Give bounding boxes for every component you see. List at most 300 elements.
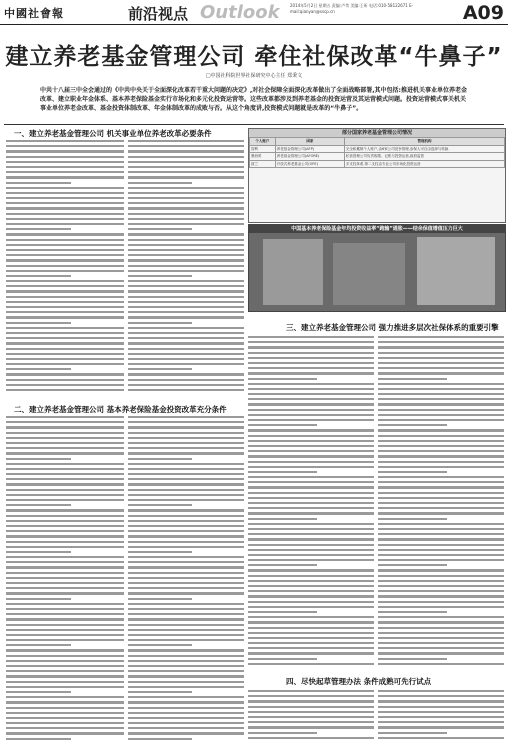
- text-line: [378, 601, 504, 603]
- text-line: [248, 481, 374, 483]
- text-line: [128, 239, 244, 241]
- text-line: [128, 499, 244, 501]
- text-line: [6, 525, 124, 527]
- text-line: [248, 502, 374, 504]
- text-line: [128, 202, 244, 204]
- text-line: [128, 712, 244, 714]
- text-line: [6, 259, 124, 261]
- text-line: [128, 442, 244, 444]
- text-line: [6, 187, 124, 189]
- text-line: [128, 681, 244, 683]
- text-line: [6, 556, 124, 558]
- text-line: [248, 486, 374, 488]
- text-line: [378, 403, 504, 405]
- text-line: [6, 738, 71, 740]
- text-line: [378, 637, 504, 639]
- text-line: [128, 458, 192, 460]
- text-line: [6, 613, 124, 615]
- text-line: [378, 580, 504, 582]
- text-line: [128, 171, 244, 173]
- text-line: [128, 249, 244, 251]
- text-line: [6, 218, 124, 220]
- text-line: [6, 239, 124, 241]
- text-line: [128, 722, 244, 724]
- text-line: [378, 352, 504, 354]
- text-line: [128, 306, 244, 308]
- text-line: [378, 647, 504, 649]
- table-row: 波兰 开放式养老基金公司(OFE) 多支柱体系,第二支柱由专业公司市场化投资运营: [250, 160, 505, 168]
- text-line: [378, 700, 504, 702]
- text-line: [6, 561, 124, 563]
- subhead-2: 二、建立养老基金管理公司 基本养老保险基金投资改革充分条件: [14, 405, 227, 414]
- text-line: [6, 458, 71, 460]
- text-line: [378, 632, 504, 634]
- text-line: [378, 383, 504, 385]
- text-line: [128, 311, 244, 313]
- text-line: [378, 346, 504, 348]
- text-line: [128, 150, 244, 152]
- text-line: [6, 655, 124, 657]
- text-line: [6, 389, 124, 391]
- text-line: [378, 523, 504, 525]
- text-line: [248, 466, 374, 468]
- text-line: [6, 244, 124, 246]
- photo-caption: 中国基本养老保险基金年均投资收益率“跑输”通胀——结余保值增值压力巨大: [249, 225, 505, 233]
- text-line: [6, 727, 124, 729]
- text-line: [378, 569, 504, 571]
- text-line: [128, 639, 244, 641]
- text-line: [128, 192, 244, 194]
- text-line: [378, 690, 504, 692]
- text-line: [248, 627, 374, 629]
- text-line: [128, 629, 244, 631]
- text-line: [6, 311, 124, 313]
- body-column-4: [128, 416, 244, 746]
- text-line: [128, 223, 244, 225]
- text-line: [128, 530, 244, 532]
- text-line: [6, 161, 124, 163]
- text-line: [6, 509, 124, 511]
- text-line: [378, 544, 504, 546]
- text-line: [6, 660, 124, 662]
- body-column-5: [248, 336, 374, 670]
- text-line: [128, 655, 244, 657]
- text-line: [128, 337, 244, 339]
- photo-figure: [333, 243, 405, 305]
- text-line: [128, 717, 244, 719]
- text-line: [248, 663, 374, 665]
- text-line: [378, 590, 504, 592]
- section-word: Outlook: [200, 2, 280, 23]
- text-line: [6, 213, 124, 215]
- comparison-table: [249, 137, 505, 168]
- text-line: [248, 440, 374, 442]
- text-line: [6, 696, 124, 698]
- text-line: [6, 265, 124, 267]
- text-line: [6, 332, 124, 334]
- text-line: [248, 642, 374, 644]
- text-line: [6, 707, 124, 709]
- text-line: [6, 171, 124, 173]
- text-line: [128, 270, 244, 272]
- text-line: [6, 327, 124, 329]
- text-line: [6, 416, 124, 418]
- text-line: [248, 523, 374, 525]
- text-line: [128, 265, 244, 267]
- text-line: [128, 546, 244, 548]
- text-line: [128, 592, 244, 594]
- text-line: [128, 228, 192, 230]
- text-line: [378, 409, 504, 411]
- text-line: [128, 509, 244, 511]
- table-row: 智利 养老基金管理公司(AFP) 完全积累制个人账户,由6家公司竞争管理,参保人可自由选择与转换: [250, 145, 505, 153]
- photo-figure: [263, 239, 323, 305]
- text-line: [378, 533, 504, 535]
- text-line: [378, 486, 504, 488]
- text-line: [378, 518, 447, 520]
- text-line: [248, 595, 374, 597]
- text-line: [378, 585, 504, 587]
- text-line: [248, 414, 374, 416]
- text-line: [248, 492, 374, 494]
- text-line: [378, 357, 504, 359]
- text-line: [378, 627, 504, 629]
- text-line: [248, 606, 374, 608]
- text-line: [6, 316, 124, 318]
- text-line: [378, 372, 504, 374]
- text-line: [248, 695, 374, 697]
- text-line: [6, 483, 124, 485]
- text-line: [6, 499, 124, 501]
- text-line: [6, 577, 124, 579]
- text-line: [248, 403, 374, 405]
- text-line: [248, 564, 317, 566]
- text-line: [248, 554, 374, 556]
- text-line: [128, 608, 244, 610]
- text-line: [128, 489, 244, 491]
- text-line: [378, 492, 504, 494]
- table-title: 部分国家养老基金管理公司情况: [249, 129, 505, 137]
- text-line: [6, 353, 124, 355]
- text-line: [248, 445, 374, 447]
- text-line: [128, 421, 244, 423]
- text-line: [248, 647, 374, 649]
- text-line: [128, 322, 192, 324]
- text-line: [378, 450, 504, 452]
- text-line: [6, 478, 124, 480]
- text-line: [128, 660, 244, 662]
- text-line: [6, 463, 124, 465]
- table-header: 管理机构: [344, 138, 504, 146]
- text-line: [128, 468, 244, 470]
- text-line: [6, 691, 71, 693]
- text-line: [6, 546, 124, 548]
- text-line: [128, 613, 244, 615]
- byline: □中国社科院世界社保研究中心主任 郑秉文: [205, 73, 303, 79]
- text-line: [128, 618, 244, 620]
- text-line: [128, 551, 192, 553]
- text-line: [6, 150, 124, 152]
- text-line: [6, 296, 124, 298]
- text-line: [128, 332, 244, 334]
- text-line: [378, 341, 504, 343]
- subhead-4: 四、尽快起草管理办法 条件成熟可先行试点: [286, 677, 432, 686]
- text-line: [378, 466, 504, 468]
- text-line: [378, 336, 504, 338]
- text-line: [6, 182, 71, 184]
- text-line: [378, 663, 504, 665]
- text-line: [128, 727, 244, 729]
- text-line: [128, 301, 244, 303]
- text-line: [128, 145, 244, 147]
- text-line: [6, 541, 124, 543]
- text-line: [248, 346, 374, 348]
- body-column-7: [248, 690, 374, 746]
- text-line: [6, 681, 124, 683]
- text-line: [6, 551, 71, 553]
- text-line: [6, 452, 124, 454]
- text-line: [6, 432, 124, 434]
- text-line: [6, 379, 124, 381]
- text-line: [248, 690, 374, 692]
- text-line: [6, 603, 124, 605]
- text-line: [6, 712, 124, 714]
- text-line: [128, 494, 244, 496]
- text-line: [248, 575, 374, 577]
- text-line: [128, 535, 244, 537]
- text-line: [6, 166, 124, 168]
- text-line: [378, 695, 504, 697]
- text-line: [378, 652, 504, 654]
- text-line: [128, 675, 244, 677]
- text-line: [248, 455, 374, 457]
- text-line: [248, 732, 317, 734]
- text-line: [248, 512, 374, 514]
- text-line: [378, 711, 504, 713]
- text-line: [128, 348, 244, 350]
- text-line: [248, 706, 374, 708]
- text-line: [248, 435, 374, 437]
- text-line: [248, 357, 374, 359]
- text-line: [128, 437, 244, 439]
- table-header: 个人账户: [250, 138, 276, 146]
- text-line: [378, 564, 447, 566]
- text-line: [6, 665, 124, 667]
- text-line: [248, 544, 374, 546]
- text-line: [378, 419, 504, 421]
- text-line: [128, 187, 244, 189]
- text-line: [248, 362, 374, 364]
- text-line: [128, 233, 244, 235]
- table-header: 国家: [275, 138, 344, 146]
- comparison-table-box: [248, 128, 506, 223]
- headline: 建立养老基金管理公司 牵住社保改革“牛鼻子”: [5, 44, 503, 70]
- text-line: [128, 525, 244, 527]
- text-line: [378, 424, 447, 426]
- text-line: [128, 280, 244, 282]
- text-line: [6, 442, 124, 444]
- text-line: [378, 393, 504, 395]
- text-line: [128, 582, 244, 584]
- text-line: [128, 176, 244, 178]
- text-line: [378, 414, 504, 416]
- text-line: [6, 644, 71, 646]
- text-line: [6, 280, 124, 282]
- text-line: [378, 497, 504, 499]
- text-line: [6, 192, 124, 194]
- text-line: [6, 675, 124, 677]
- text-line: [6, 670, 124, 672]
- text-line: [378, 642, 504, 644]
- text-line: [128, 556, 244, 558]
- text-line: [248, 658, 317, 660]
- text-line: [378, 559, 504, 561]
- text-line: [128, 691, 192, 693]
- text-line: [128, 316, 244, 318]
- text-line: [378, 595, 504, 597]
- page-header: [0, 0, 508, 25]
- text-line: [6, 473, 124, 475]
- text-line: [128, 207, 244, 209]
- text-line: [6, 447, 124, 449]
- text-line: [378, 528, 504, 530]
- text-line: [248, 559, 374, 561]
- text-line: [6, 701, 124, 703]
- text-line: [128, 478, 244, 480]
- text-line: [248, 569, 374, 571]
- text-line: [128, 358, 244, 360]
- text-line: [128, 696, 244, 698]
- text-line: [6, 358, 124, 360]
- text-line: [6, 301, 124, 303]
- page-number: A09: [462, 2, 504, 24]
- text-line: [128, 166, 244, 168]
- lead-paragraph: 中共十八届三中全会通过的《中共中央关于全面深化改革若干重大问题的决定》,对社会保障全面深化改革做出了全面战略部署,其中包括:推进机关事业单位养老金改革、建立职业年金体系、基本养老保险基金实行市场化和多元化投资运营等。这些改革都涉及到养老基金的投资运营及其运营模式问题。投资运营模式事关机关事业单位养老金改革、基金投资体制改革、年金体制改革的成败与否。从这个角度讲,投资模式问题就是改革的“牛鼻子”。: [40, 87, 467, 112]
- text-line: [6, 290, 124, 292]
- text-line: [128, 416, 244, 418]
- text-line: [6, 306, 124, 308]
- text-line: [248, 388, 374, 390]
- text-line: [128, 275, 192, 277]
- text-line: [128, 634, 244, 636]
- text-line: [6, 618, 124, 620]
- text-line: [378, 616, 504, 618]
- text-line: [248, 378, 317, 380]
- text-line: [128, 649, 244, 651]
- text-line: [6, 228, 71, 230]
- text-line: [6, 587, 124, 589]
- text-line: [128, 541, 244, 543]
- body-column-1: [6, 140, 124, 398]
- text-line: [378, 471, 447, 473]
- text-line: [378, 716, 504, 718]
- text-line: [6, 592, 124, 594]
- text-line: [128, 603, 244, 605]
- text-line: [378, 502, 504, 504]
- text-line: [378, 658, 447, 660]
- text-line: [6, 515, 124, 517]
- text-line: [128, 463, 244, 465]
- body-column-6: [378, 336, 504, 670]
- text-line: [248, 450, 374, 452]
- text-line: [248, 341, 374, 343]
- text-line: [378, 429, 504, 431]
- text-line: [128, 520, 244, 522]
- text-line: [248, 585, 374, 587]
- text-line: [248, 518, 317, 520]
- text-line: [128, 379, 244, 381]
- text-line: [248, 476, 374, 478]
- text-line: [128, 473, 244, 475]
- text-line: [128, 483, 244, 485]
- text-line: [248, 721, 374, 723]
- text-line: [128, 577, 244, 579]
- text-line: [128, 644, 192, 646]
- text-line: [248, 590, 374, 592]
- text-line: [248, 538, 374, 540]
- text-line: [128, 426, 244, 428]
- text-line: [248, 549, 374, 551]
- text-line: [6, 504, 71, 506]
- text-line: [378, 706, 504, 708]
- text-line: [248, 580, 374, 582]
- text-line: [248, 528, 374, 530]
- text-line: [6, 426, 124, 428]
- text-line: [248, 632, 374, 634]
- text-line: [248, 383, 374, 385]
- text-line: [6, 582, 124, 584]
- text-line: [378, 398, 504, 400]
- text-line: [6, 566, 124, 568]
- text-line: [378, 538, 504, 540]
- body-column-3: [6, 416, 124, 746]
- masthead: 中國社會報: [4, 7, 64, 20]
- text-line: [6, 337, 124, 339]
- text-line: [378, 726, 504, 728]
- text-line: [378, 721, 504, 723]
- text-line: [248, 393, 374, 395]
- text-line: [6, 197, 124, 199]
- text-line: [378, 606, 504, 608]
- text-line: [6, 363, 124, 365]
- body-column-2: [128, 140, 244, 398]
- text-line: [6, 176, 124, 178]
- text-line: [378, 507, 504, 509]
- text-line: [378, 362, 504, 364]
- text-line: [128, 504, 192, 506]
- text-line: [378, 476, 504, 478]
- text-line: [248, 621, 374, 623]
- text-line: [248, 352, 374, 354]
- text-line: [128, 327, 244, 329]
- text-line: [378, 481, 504, 483]
- text-line: [128, 342, 244, 344]
- text-line: [6, 342, 124, 344]
- text-line: [128, 738, 192, 740]
- text-line: [128, 447, 244, 449]
- text-line: [6, 156, 124, 158]
- text-line: [6, 624, 124, 626]
- text-line: [6, 598, 71, 600]
- text-line: [378, 461, 504, 463]
- text-line: [6, 634, 124, 636]
- text-line: [248, 652, 374, 654]
- text-line: [6, 649, 124, 651]
- text-line: [248, 726, 374, 728]
- text-line: [6, 373, 124, 375]
- text-line: [378, 611, 447, 613]
- text-line: [6, 145, 124, 147]
